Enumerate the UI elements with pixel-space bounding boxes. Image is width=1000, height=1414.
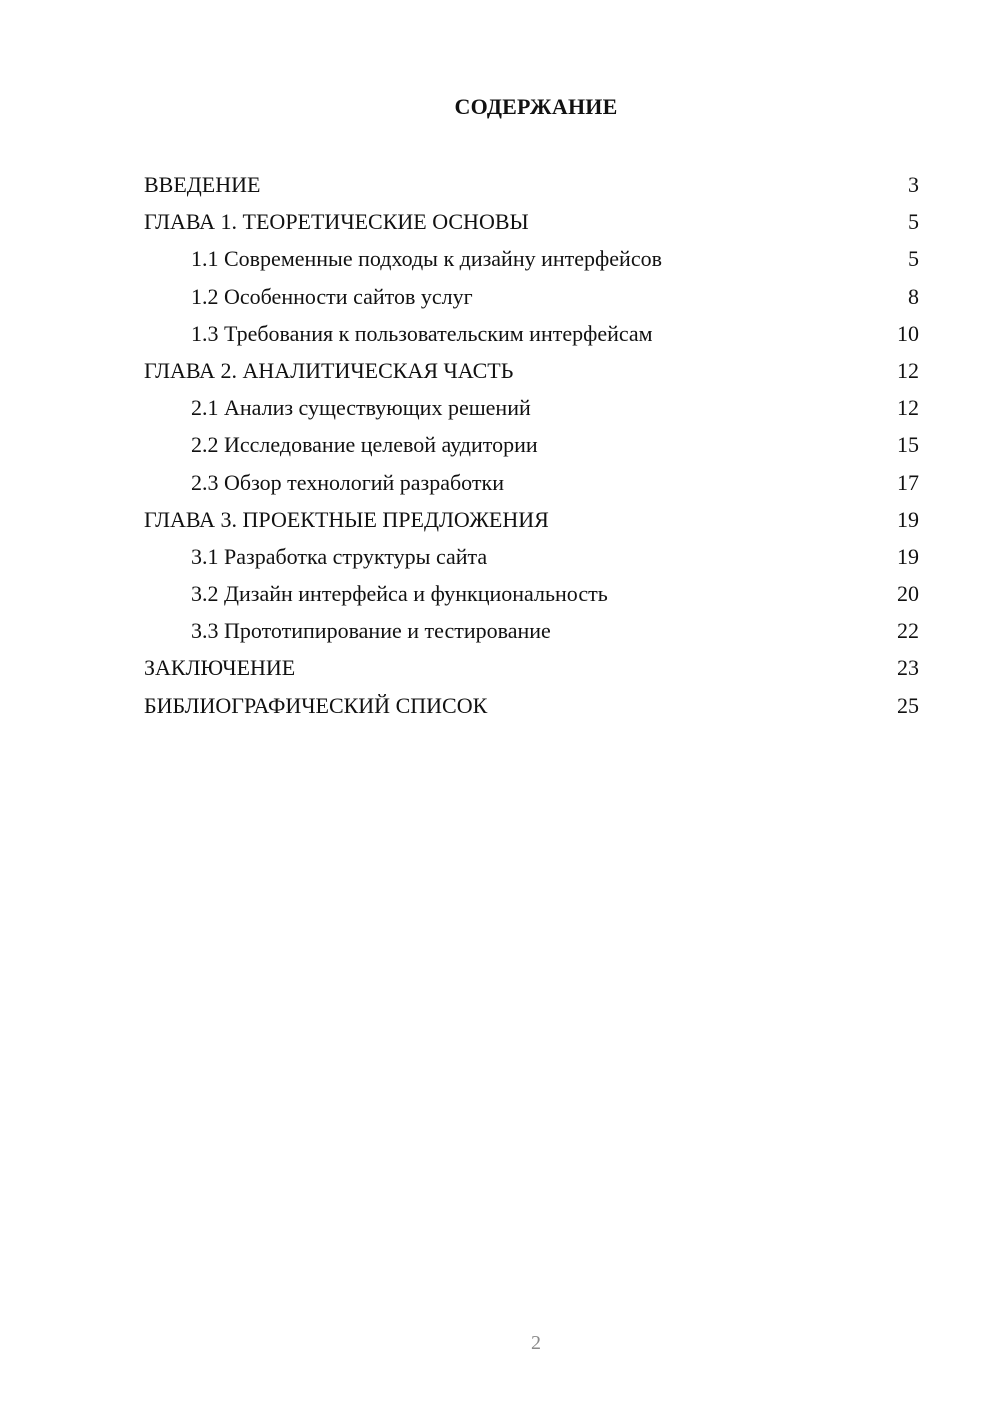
toc-entry-text: ГЛАВА 2. АНАЛИТИЧЕСКАЯ ЧАСТЬ <box>144 357 514 383</box>
toc-entry-section-1-3[interactable] <box>144 315 919 352</box>
page-number: 2 <box>531 1332 541 1354</box>
toc-entry-page: 5 <box>908 246 919 272</box>
toc-entry-page: 5 <box>908 209 919 235</box>
toc-entry-page: 12 <box>897 357 919 383</box>
toc-entry-section-3-1[interactable] <box>144 538 919 575</box>
toc-entry-text: ЗАКЛЮЧЕНИЕ <box>144 655 296 681</box>
toc-entry-page: 22 <box>897 618 919 644</box>
toc-entry-text: 3.1 Разработка структуры сайта <box>191 543 488 569</box>
toc-entry-page: 20 <box>897 581 919 607</box>
toc-entry-text: 2.2 Исследование целевой аудитории <box>191 432 538 458</box>
toc-entry-page: 19 <box>897 543 919 569</box>
toc-entry-section-2-3[interactable] <box>144 464 919 501</box>
toc-entry-page: 10 <box>897 320 919 346</box>
toc-entry-text: 3.3 Прототипирование и тестирование <box>191 618 551 644</box>
toc-entry-text: 3.2 Дизайн интерфейса и функциональность <box>191 581 608 607</box>
toc-entry-page: 17 <box>897 469 919 495</box>
toc-entry-chapter-2[interactable] <box>144 352 919 389</box>
toc-entry-page: 3 <box>908 172 919 197</box>
toc-entry-text: БИБЛИОГРАФИЧЕСКИЙ СПИСОК <box>144 692 488 718</box>
table-of-contents <box>144 166 919 724</box>
toc-entry-section-2-2[interactable] <box>144 426 919 463</box>
toc-entry-text: ГЛАВА 1. ТЕОРЕТИЧЕСКИЕ ОСНОВЫ <box>144 209 529 235</box>
toc-entry-text: ГЛАВА 3. ПРОЕКТНЫЕ ПРЕДЛОЖЕНИЯ <box>144 506 549 532</box>
toc-entry-section-3-3[interactable] <box>144 612 919 649</box>
toc-entry-text: 2.3 Обзор технологий разработки <box>191 469 504 495</box>
toc-entry-page: 25 <box>897 692 919 718</box>
toc-entry-conclusion[interactable] <box>144 649 919 686</box>
toc-entry-section-1-1[interactable] <box>144 240 919 277</box>
toc-entry-text: 2.1 Анализ существующих решений <box>191 395 531 421</box>
toc-entry-chapter-3[interactable] <box>144 501 919 538</box>
toc-entry-page: 23 <box>897 655 919 681</box>
toc-entry-section-2-1[interactable] <box>144 389 919 426</box>
toc-entry-text: 1.2 Особенности сайтов услуг <box>191 283 473 309</box>
toc-entry-text: 1.1 Современные подходы к дизайну интерфейсов <box>191 246 662 272</box>
toc-entry-page: 12 <box>897 395 919 421</box>
toc-entry-section-3-2[interactable] <box>144 575 919 612</box>
toc-entry-introduction[interactable] <box>144 166 919 203</box>
toc-entry-text: ВВЕДЕНИЕ <box>144 172 261 197</box>
toc-entry-chapter-1[interactable] <box>144 203 919 240</box>
toc-entry-bibliography[interactable] <box>144 687 919 724</box>
toc-entry-page: 8 <box>908 283 919 309</box>
toc-title: СОДЕРЖАНИЕ <box>454 94 618 119</box>
toc-entry-section-1-2[interactable] <box>144 278 919 315</box>
toc-entry-page: 19 <box>897 506 919 532</box>
toc-entry-page: 15 <box>897 432 919 458</box>
toc-entry-text: 1.3 Требования к пользовательским интерфейсам <box>191 320 653 346</box>
